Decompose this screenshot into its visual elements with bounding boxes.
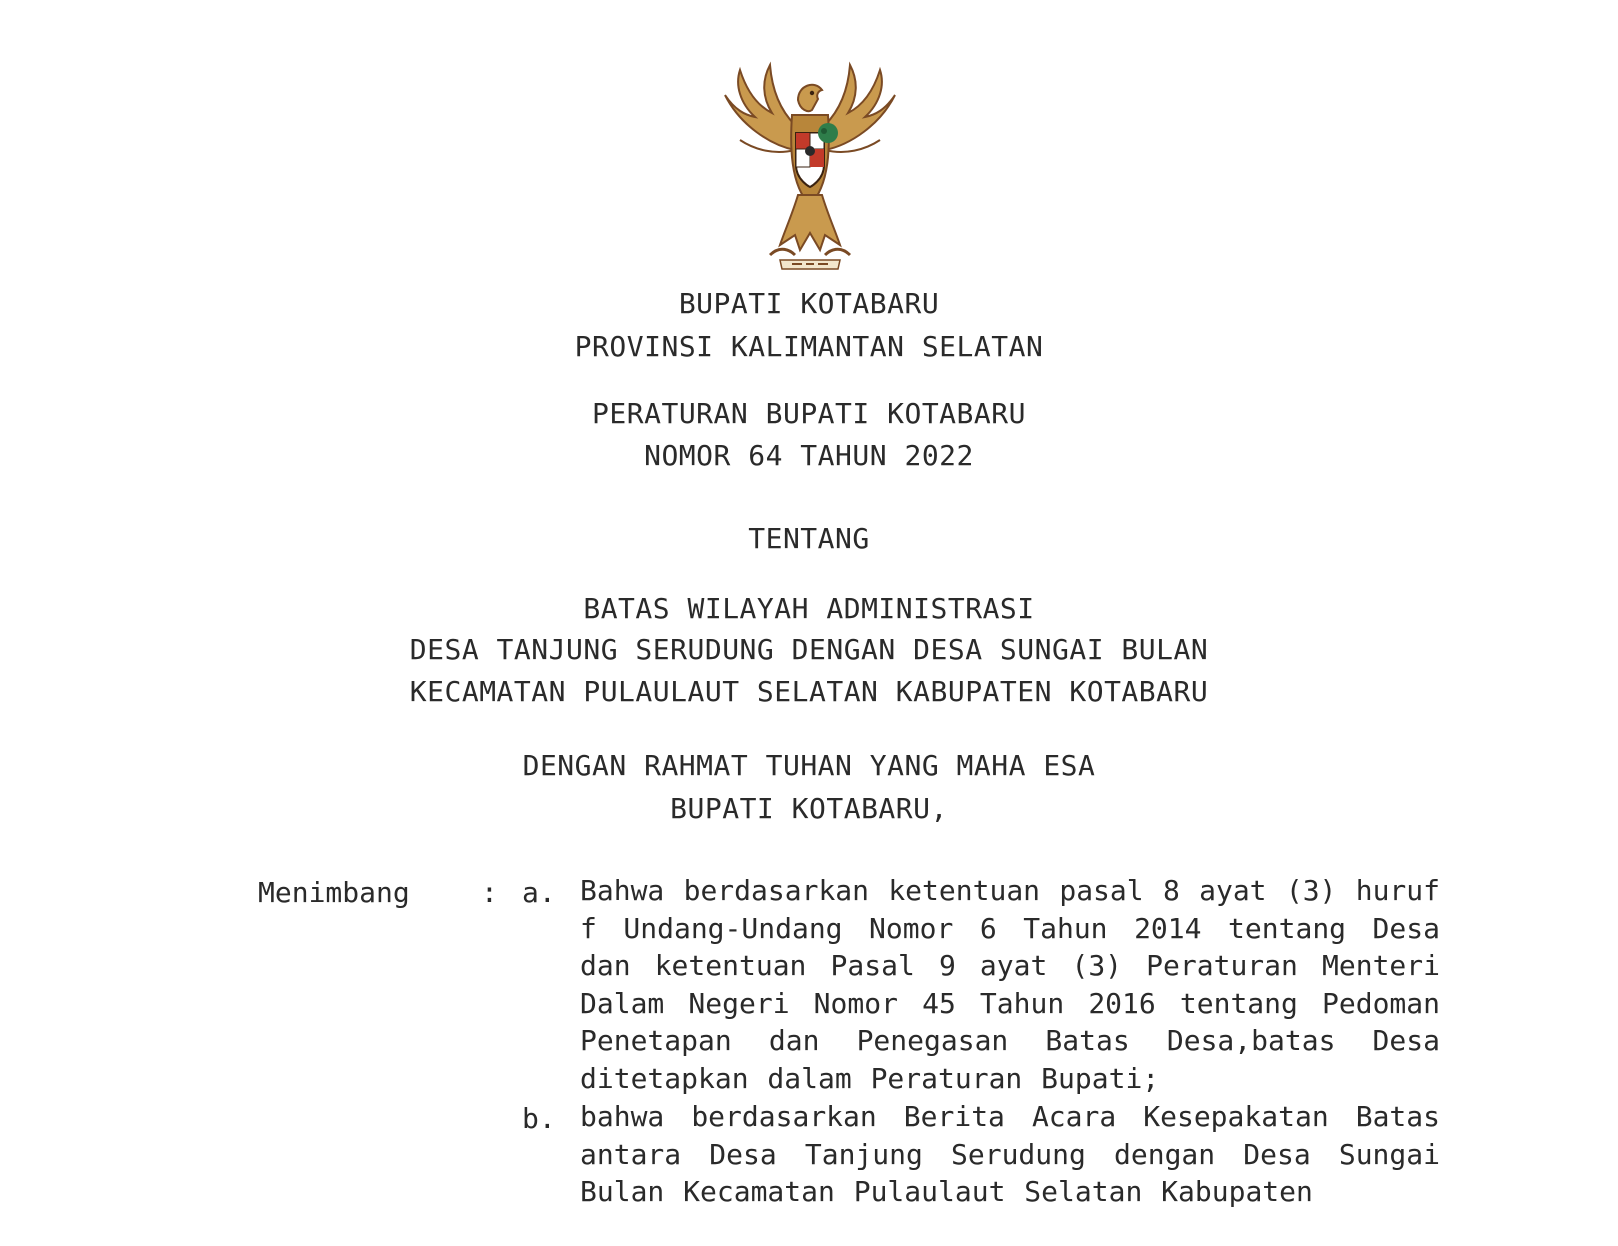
regulation-title: PERATURAN BUPATI KOTABARU <box>592 397 1026 430</box>
about-heading: TENTANG <box>748 522 870 555</box>
regulation-number: NOMOR 64 TAHUN 2022 <box>644 439 974 472</box>
subject-line-3: KECAMATAN PULAULAUT SELATAN KABUPATEN KOTABARU <box>409 675 1209 708</box>
header-province: PROVINSI KALIMANTAN SELATAN <box>574 330 1044 363</box>
subject-line-2: DESA TANJUNG SERUDUNG DENGAN DESA SUNGAI BULAN <box>409 633 1209 666</box>
considering-label: Menimbang <box>258 876 410 909</box>
subject-line-1: BATAS WILAYAH ADMINISTRASI <box>583 592 1035 625</box>
considering-colon: : <box>481 876 498 909</box>
item-a-text: Bahwa berdasarkan ketentuan pasal 8 ayat (3) huruf f Undang-Undang Nomor 6 Tahun 2014 tentang Desa dan ketentuan Pasal 9 ayat (3) Peraturan Menteri Dalam Negeri Nomor 45 Tahun 2016 tentang Pedoman Penetapan dan Penegasan Batas Desa,batas Desa ditetapkan dalam Peraturan Bupati; <box>580 874 1440 1095</box>
item-a-marker: a. <box>522 876 556 909</box>
invocation-line-1: DENGAN RAHMAT TUHAN YANG MAHA ESA <box>522 749 1096 782</box>
item-b-text: bahwa berdasarkan Berita Acara Kesepakatan Batas antara Desa Tanjung Serudung dengan Desa Sungai Bulan Kecamatan Pulaulaut Selatan Kabupaten <box>580 1100 1440 1208</box>
header-regent: BUPATI KOTABARU <box>678 287 940 320</box>
item-b-marker: b. <box>522 1102 556 1135</box>
invocation-line-2: BUPATI KOTABARU, <box>670 792 948 825</box>
garuda-emblem-icon <box>700 55 920 275</box>
